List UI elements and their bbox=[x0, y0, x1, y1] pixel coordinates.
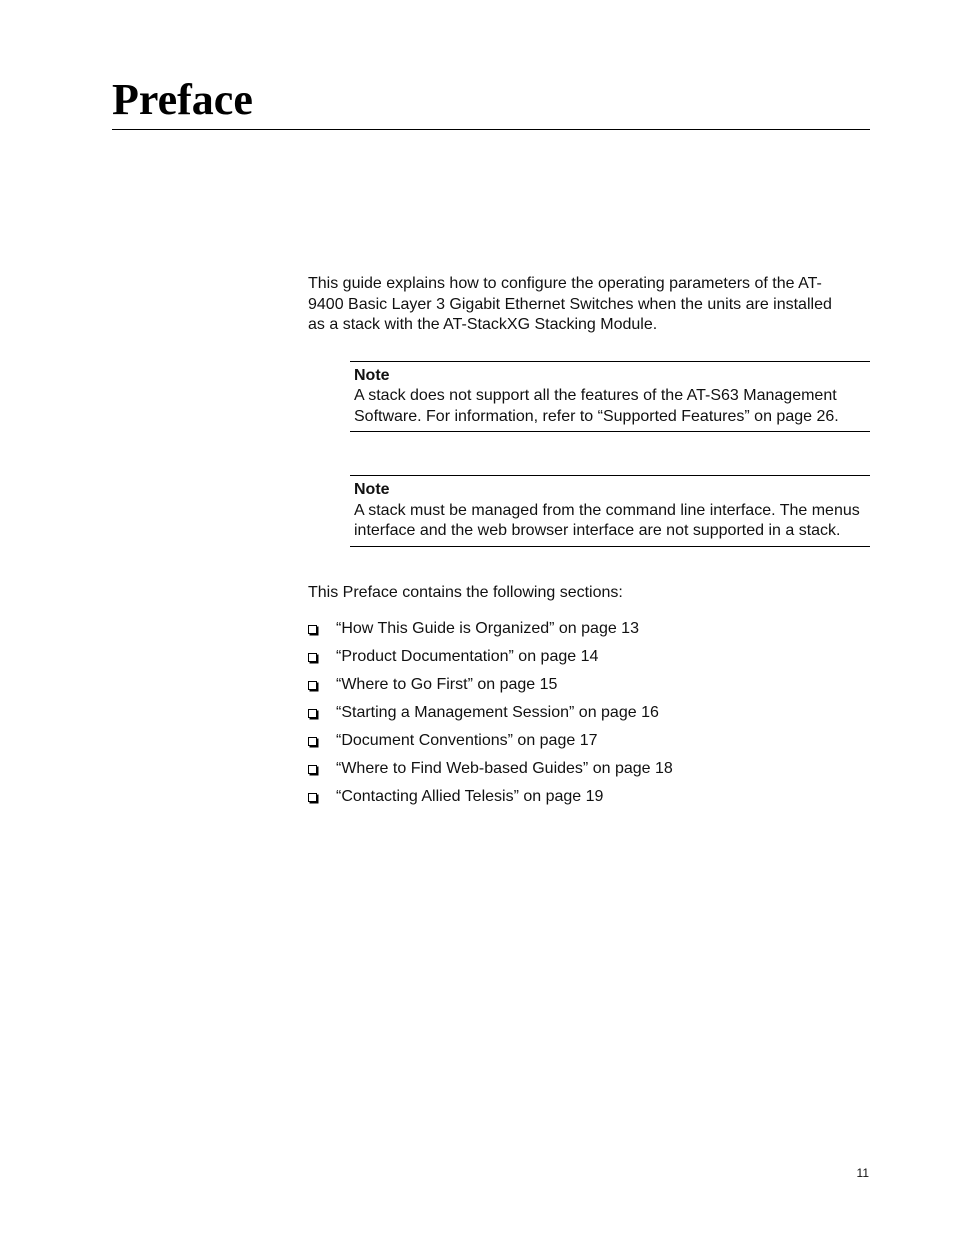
section-link-text: “Where to Find Web-based Guides” on page 18 bbox=[336, 760, 673, 777]
list-item bbox=[308, 731, 870, 759]
checkbox-square-icon bbox=[308, 653, 317, 662]
chapter-title: Preface bbox=[112, 75, 253, 124]
note-box-features bbox=[350, 361, 870, 433]
list-item bbox=[308, 759, 870, 787]
list-item bbox=[308, 787, 870, 815]
checkbox-square-icon bbox=[308, 737, 317, 746]
note-label: Note bbox=[354, 481, 390, 498]
checkbox-square-icon bbox=[308, 625, 317, 634]
main-content bbox=[308, 274, 870, 815]
note-text: A stack must be managed from the command line interface. The menus interface and the web browser interface are not supported in a stack. bbox=[354, 501, 860, 539]
section-link-text: “How This Guide is Organized” on page 13 bbox=[336, 620, 639, 637]
section-list bbox=[308, 619, 870, 815]
list-item bbox=[308, 647, 870, 675]
section-link-text: “Product Documentation” on page 14 bbox=[336, 648, 599, 665]
section-link-text: “Contacting Allied Telesis” on page 19 bbox=[336, 788, 604, 805]
checkbox-square-icon bbox=[308, 709, 317, 718]
list-item bbox=[308, 675, 870, 703]
checkbox-square-icon bbox=[308, 765, 317, 774]
note-text: A stack does not support all the features of the AT-S63 Management Software. For information, refer to “Supported Features” on page 26. bbox=[354, 387, 839, 425]
page-number: 11 bbox=[856, 1166, 869, 1180]
note-box-cli bbox=[350, 475, 870, 547]
section-link-text: “Where to Go First” on page 15 bbox=[336, 676, 558, 693]
intro-paragraph: This guide explains how to configure the operating parameters of the AT-9400 Basic Layer 3 Gigabit Ethernet Switches when the units are installed as a stack with the AT-StackXG Stacking Module. bbox=[308, 275, 832, 333]
list-item bbox=[308, 703, 870, 731]
title-rule bbox=[112, 129, 870, 130]
sections-intro: This Preface contains the following sections: bbox=[308, 583, 623, 601]
section-link-text: “Starting a Management Session” on page 16 bbox=[336, 704, 659, 721]
checkbox-square-icon bbox=[308, 681, 317, 690]
section-link-text: “Document Conventions” on page 17 bbox=[336, 732, 598, 749]
note-label: Note bbox=[354, 366, 390, 384]
list-item bbox=[308, 619, 870, 647]
checkbox-square-icon bbox=[308, 793, 317, 802]
